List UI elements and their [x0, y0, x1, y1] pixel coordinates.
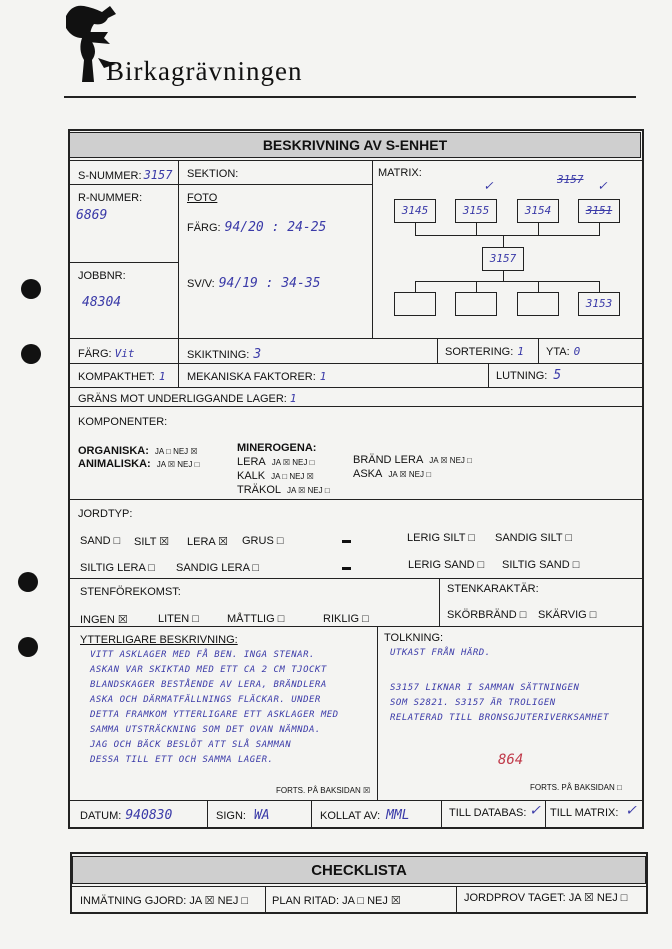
matrix-top-box-4[interactable]: 3151 — [578, 199, 620, 223]
check-mark-icon: ✓ — [598, 178, 607, 194]
foto-label: FOTO — [187, 192, 218, 204]
binder-hole-4 — [18, 637, 38, 657]
till-databas-label[interactable]: TILL DATABAS: — [449, 807, 527, 819]
matrix-top-box-3[interactable]: 3154 — [517, 199, 559, 223]
checklista-jordprov[interactable]: JORDPROV TAGET: JA ☒ NEJ □ — [464, 892, 628, 904]
brand-lera-options[interactable]: JA ☒ NEJ □ — [429, 456, 472, 465]
matrix-label: MATRIX: — [378, 167, 422, 179]
matrix-top-box-1[interactable]: 3145 — [394, 199, 436, 223]
check-mark-icon: ✓ — [626, 800, 636, 819]
lera-label: LERA — [237, 456, 266, 468]
kollat-value[interactable]: MML — [386, 808, 410, 823]
datum-value[interactable]: 940830 — [125, 808, 173, 823]
jordtyp-sandig-lera[interactable]: SANDIG LERA □ — [176, 562, 260, 574]
jobbnr-value[interactable]: 48304 — [82, 295, 122, 310]
kalk-options[interactable]: JA □ NEJ ☒ — [271, 472, 314, 481]
mekaniska-label: MEKANISKA FAKTORER: — [187, 371, 316, 383]
grans-label: GRÄNS MOT UNDERLIGGANDE LAGER: — [78, 393, 287, 405]
ytterligare-line: DETTA FRAMKOM YTTERLIGARE ETT ASKLAGER MED — [90, 710, 339, 720]
ytterligare-line: ASKA OCH DÄRMATFÄLLNINGS FLÄCKAR. UNDER — [90, 695, 321, 705]
aska-label: ASKA — [353, 468, 383, 480]
jordtyp-grus[interactable]: GRUS □ — [242, 535, 284, 547]
lutning-label: LUTNING: — [496, 370, 548, 382]
ytterligare-line: VITT ASKLAGER MED FÅ BEN. INGA STENAR. — [90, 650, 315, 660]
tolkning-line: SOM S2821. S3157 ÄR TROLIGEN — [390, 698, 556, 708]
binder-hole-2 — [21, 344, 41, 364]
trakol-options[interactable]: JA ☒ NEJ □ — [287, 486, 330, 495]
tolkning-line: S3157 LIKNAR I SAMMAN SÄTTNINGEN — [390, 683, 580, 693]
check-mark-icon: ✓ — [484, 178, 493, 194]
ytterligare-line: ASKAN VAR SKIKTAD MED ETT CA 2 CM TJOCKT — [90, 665, 327, 675]
sten-riklig[interactable]: RIKLIG □ — [323, 613, 369, 625]
stenkaraktar-label: STENKARAKTÄR: — [447, 583, 539, 595]
till-matrix-label[interactable]: TILL MATRIX: — [550, 807, 619, 819]
jordtyp-lerig-silt[interactable]: LERIG SILT □ — [407, 532, 475, 544]
tolkning-forts[interactable]: FORTS. PÅ BAKSIDAN □ — [530, 783, 622, 792]
form-title: BESKRIVNING AV S-ENHET — [69, 132, 641, 158]
sten-mattlig[interactable]: MÅTTLIG □ — [227, 613, 285, 625]
checklista-plan[interactable]: PLAN RITAD: JA □ NEJ ☒ — [272, 895, 401, 907]
dash-marker — [342, 540, 351, 543]
dash-marker — [342, 567, 351, 570]
ytterligare-line: DESSA TILL ETT OCH SAMMA LAGER. — [90, 755, 274, 765]
ytterligare-text[interactable] — [90, 648, 339, 768]
matrix-center-box[interactable]: 3157 — [482, 247, 524, 271]
animaliska-label: ANIMALISKA: — [78, 458, 151, 470]
tolkning-line: UTKAST FRÅN HÄRD. — [390, 648, 491, 658]
binder-hole-3 — [18, 572, 38, 592]
farg-label: FÄRG: — [78, 348, 112, 360]
ytterligare-forts[interactable]: FORTS. PÅ BAKSIDAN ☒ — [276, 786, 371, 795]
yta-label: YTA: — [546, 346, 570, 358]
matrix-top-box-2[interactable]: 3155 — [455, 199, 497, 223]
datum-label: DATUM: — [80, 810, 122, 822]
kompakthet-label: KOMPAKTHET: — [78, 371, 155, 383]
snummer-value[interactable]: 3157 — [143, 168, 173, 182]
foto-svv-value[interactable]: 94/19 : 34-35 — [218, 276, 321, 291]
jordtyp-siltig-sand[interactable]: SILTIG SAND □ — [502, 559, 580, 571]
skiktning-label: SKIKTNING: — [187, 349, 250, 361]
sign-label: SIGN: — [216, 810, 246, 822]
jordtyp-label: JORDTYP: — [78, 508, 133, 520]
organiska-label: ORGANISKA: — [78, 445, 149, 457]
org-name: Birkagrävningen — [106, 56, 303, 86]
trakol-label: TRÄKOL — [237, 484, 282, 496]
rnummer-label: R-NUMMER: — [78, 192, 143, 204]
ytterligare-line: JAG OCH BÄCK BESLÖT ATT SLÅ SAMMAN — [90, 740, 292, 750]
foto-farg-label: FÄRG: — [187, 222, 221, 234]
jordtyp-silt[interactable]: SILT ☒ — [134, 536, 170, 548]
stenforekomst-label: STENFÖREKOMST: — [80, 586, 181, 598]
binder-hole-1 — [21, 279, 41, 299]
matrix-bottom-box-4[interactable]: 3153 — [578, 292, 620, 316]
rnummer-value[interactable]: 6869 — [76, 208, 108, 223]
tolkning-label: TOLKNING: — [384, 632, 444, 644]
jordtyp-lerig-sand[interactable]: LERIG SAND □ — [408, 559, 485, 571]
aska-options[interactable]: JA ☒ NEJ □ — [388, 470, 432, 479]
jordtyp-sand[interactable]: SAND □ — [80, 535, 121, 547]
ytterligare-label: YTTERLIGARE BESKRIVNING: — [80, 634, 238, 646]
sign-value[interactable]: WA — [253, 808, 270, 823]
matrix-bottom-box-2[interactable] — [455, 292, 497, 316]
jordtyp-lera[interactable]: LERA ☒ — [187, 536, 229, 548]
komponenter-label: KOMPONENTER: — [78, 416, 168, 428]
check-mark-icon: ✓ — [530, 800, 540, 819]
lutning-value[interactable]: 5 — [553, 368, 562, 383]
organiska-options[interactable]: JA □ NEJ ☒ — [154, 447, 198, 456]
animaliska-options[interactable]: JA ☒ NEJ □ — [156, 460, 200, 469]
tolkning-red-note: 864 — [498, 752, 524, 768]
sten-ingen[interactable]: INGEN ☒ — [80, 614, 128, 626]
jordtyp-sandig-silt[interactable]: SANDIG SILT □ — [495, 532, 573, 544]
tolkning-line: RELATERAD TILL BRONSGJUTERIVERKSAMHET — [390, 713, 609, 723]
kalk-label: KALK — [237, 470, 266, 482]
tolkning-line — [390, 661, 609, 681]
kollat-label: KOLLAT AV: — [320, 810, 381, 822]
ytterligare-line: BLANDSKAGER BESTÅENDE AV LERA, BRÄNDLERA — [90, 680, 327, 690]
sten-skarvig[interactable]: SKÄRVIG □ — [538, 609, 597, 621]
minerogena-label: MINEROGENA: — [237, 442, 317, 454]
matrix-bottom-box-1[interactable] — [394, 292, 436, 316]
foto-svv-label: SV/V: — [187, 278, 215, 290]
snummer-label: S-NUMMER: — [78, 170, 142, 182]
sten-liten[interactable]: LITEN □ — [158, 613, 199, 625]
lera-options[interactable]: JA ☒ NEJ □ — [271, 458, 315, 467]
tolkning-text[interactable] — [390, 646, 609, 726]
sektion-label: SEKTION: — [187, 168, 239, 180]
skiktning-value[interactable]: 3 — [253, 347, 262, 362]
checklista-inmatning[interactable]: INMÄTNING GJORD: JA ☒ NEJ □ — [80, 895, 249, 907]
sortering-label: SORTERING: — [445, 346, 514, 358]
checklista-title: CHECKLISTA — [72, 856, 646, 884]
mekaniska-value[interactable]: 1 — [319, 370, 327, 383]
farg-value[interactable]: Vit — [114, 347, 135, 360]
matrix-struck-note: 3157 — [557, 173, 584, 186]
grans-value[interactable]: 1 — [289, 392, 297, 405]
foto-farg-value[interactable]: 94/20 : 24-25 — [224, 220, 327, 235]
sten-skorbrand[interactable]: SKÖRBRÄND □ — [447, 609, 527, 621]
ytterligare-line: SAMMA UTSTRÄCKNING SOM DET OVAN NÄMNDA. — [90, 725, 321, 735]
sortering-value[interactable]: 1 — [517, 345, 524, 358]
jordtyp-siltig-lera[interactable]: SILTIG LERA □ — [80, 562, 155, 574]
jobbnr-label: JOBBNR: — [78, 270, 126, 282]
matrix-bottom-box-3[interactable] — [517, 292, 559, 316]
brand-lera-label: BRÄND LERA — [353, 454, 424, 466]
yta-value[interactable]: 0 — [573, 345, 581, 358]
kompakthet-value[interactable]: 1 — [158, 370, 166, 383]
